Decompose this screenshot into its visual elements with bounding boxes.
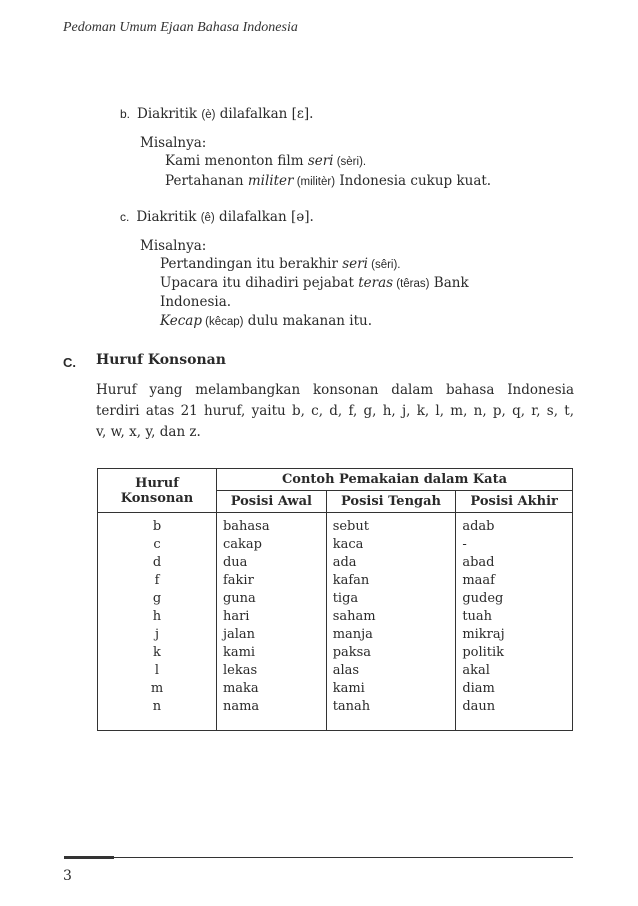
ex-text: Pertahanan	[165, 173, 248, 189]
para-line: terdiri atas 21 huruf, yaitu b, c, d, f, g, h, j, k, l, m, n, p, q, r, s, t,	[96, 403, 574, 419]
table-cell: maka	[222, 681, 259, 696]
table-cell: alas	[332, 663, 360, 678]
item-c-example-3	[160, 311, 372, 332]
item-c-text: Diakritik	[136, 209, 201, 225]
table-cell: fakir	[222, 573, 254, 588]
item-b-label: b.	[120, 107, 131, 121]
table-cell: paksa	[332, 645, 372, 660]
table-cell: manja	[332, 627, 373, 642]
item-c-example-2-cont: Indonesia.	[160, 294, 232, 310]
table-cell: lekas	[222, 663, 258, 678]
table-cell: gudeg	[462, 591, 504, 606]
item-c-label: c.	[120, 210, 130, 224]
header-huruf: Huruf Konsonan	[98, 469, 217, 513]
table-cell: maaf	[462, 573, 495, 588]
table-cell: f	[154, 573, 160, 588]
table-cell: kafan	[332, 573, 370, 588]
table-cell: m	[150, 681, 164, 696]
table-cell: saham	[332, 609, 376, 624]
item-b-misalnya: Misalnya:	[140, 135, 207, 151]
header-posisi-awal: Posisi Awal	[216, 491, 326, 513]
ex-text: Bank	[429, 275, 469, 291]
ex-mark: (têras)	[393, 278, 430, 290]
ex-mark: (sêri).	[367, 259, 401, 271]
table-cell: cakap	[222, 537, 262, 552]
header-contoh: Contoh Pemakaian dalam Kata	[216, 469, 572, 491]
para-line: Huruf yang melambangkan konsonan dalam bahasa Indonesia	[96, 382, 574, 398]
table-cell: kami	[332, 681, 365, 696]
table-cell: nama	[222, 699, 260, 714]
table-cell: ada	[332, 555, 357, 570]
item-c-line	[120, 207, 314, 228]
table-cell: politik	[462, 645, 505, 660]
ex-word: teras	[358, 275, 394, 291]
table-cell: tuah	[462, 609, 493, 624]
table-cell: l	[154, 663, 160, 678]
item-c-symbol: [ə].	[290, 209, 314, 225]
table-cell: h	[152, 609, 162, 624]
para-line: v, w, x, y, dan z.	[96, 424, 201, 440]
table-cell: dua	[222, 555, 248, 570]
table-cell: -	[462, 537, 467, 552]
ex-word: seri	[307, 153, 334, 169]
header-posisi-tengah: Posisi Tengah	[326, 491, 456, 513]
table-cell: b	[152, 519, 162, 534]
item-c-misalnya: Misalnya:	[140, 238, 207, 254]
table-cell: daun	[462, 699, 496, 714]
table-cell: k	[153, 645, 161, 660]
item-c-mid: dilafalkan	[214, 209, 291, 225]
col-awal	[216, 513, 326, 731]
table-cell: diam	[462, 681, 495, 696]
section-title: Huruf Konsonan	[96, 352, 226, 368]
section-paragraph	[96, 380, 574, 443]
table-cell: adab	[462, 519, 495, 534]
table-cell: tanah	[332, 699, 371, 714]
table-cell: hari	[222, 609, 250, 624]
table-cell: guna	[222, 591, 256, 606]
footer-rule-accent	[64, 856, 114, 859]
item-b-mark: (è)	[201, 109, 216, 121]
col-huruf	[98, 513, 217, 731]
table-cell: abad	[462, 555, 495, 570]
table-cell: jalan	[222, 627, 256, 642]
table-cell: akal	[462, 663, 490, 678]
page-number: 3	[63, 868, 72, 884]
item-c-example-1	[160, 254, 401, 275]
ex-mark: (militèr)	[293, 176, 336, 188]
table-cell: d	[152, 555, 162, 570]
item-c-example-2	[160, 273, 469, 294]
table-cell: bahasa	[222, 519, 270, 534]
item-b-symbol: [ɛ].	[291, 106, 314, 122]
item-c-mark: (ê)	[200, 212, 215, 224]
ex-word: militer	[247, 173, 294, 189]
table-cell: n	[152, 699, 162, 714]
item-b-example-1	[165, 151, 366, 172]
col-akhir	[456, 513, 573, 731]
item-b-mid: dilafalkan	[215, 106, 292, 122]
table-cell: g	[152, 591, 162, 606]
ex-word: seri	[342, 256, 368, 272]
ex-text: Pertandingan itu berakhir	[160, 256, 343, 272]
running-header: Pedoman Umum Ejaan Bahasa Indonesia	[63, 20, 298, 35]
ex-text: Indonesia cukup kuat.	[335, 173, 492, 189]
item-b-text: Diakritik	[137, 106, 202, 122]
section-letter: C.	[63, 355, 76, 370]
col-tengah	[326, 513, 456, 731]
ex-text: Upacara itu dihadiri pejabat	[160, 275, 359, 291]
table-cell: mikraj	[462, 627, 505, 642]
ex-text: Kami menonton film	[165, 153, 308, 169]
item-b-line	[120, 104, 313, 125]
table-cell: sebut	[332, 519, 369, 534]
ex-text: dulu makanan itu.	[243, 313, 372, 329]
item-b-example-2	[165, 171, 491, 192]
table-cell: tiga	[332, 591, 359, 606]
footer-rule	[114, 857, 573, 858]
table-cell: c	[153, 537, 161, 552]
ex-mark: (sèri).	[333, 156, 367, 168]
table-cell: kami	[222, 645, 256, 660]
consonant-table	[97, 468, 573, 731]
table-cell: kaca	[332, 537, 364, 552]
table-body-row	[98, 513, 573, 731]
ex-word: Kecap	[160, 313, 202, 329]
header-posisi-akhir: Posisi Akhir	[456, 491, 573, 513]
ex-mark: (kêcap)	[201, 316, 244, 328]
table-cell: j	[154, 627, 159, 642]
